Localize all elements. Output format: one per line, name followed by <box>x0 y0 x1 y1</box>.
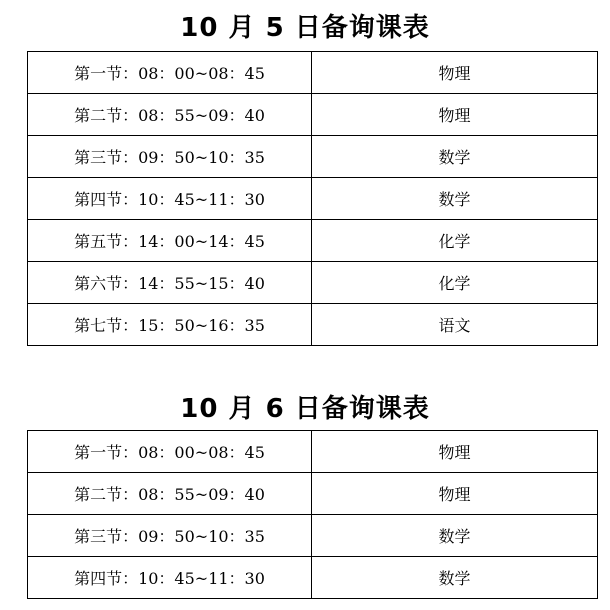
table-row <box>28 557 598 599</box>
schedule-table-oct5 <box>27 51 598 346</box>
schedule-title-oct6: 10 月 6 日备询课表 <box>180 394 430 424</box>
period-cell: 第三节：09：50~10：35 <box>28 136 312 178</box>
period-cell: 第五节：14：00~14：45 <box>28 220 312 262</box>
table-row <box>28 304 598 346</box>
subject-cell: 化学 <box>312 220 598 262</box>
subject-cell: 数学 <box>312 136 598 178</box>
period-cell: 第三节：09：50~10：35 <box>28 515 312 557</box>
schedule-title-oct5: 10 月 5 日备询课表 <box>180 13 430 43</box>
table-row <box>28 220 598 262</box>
subject-cell: 化学 <box>312 262 598 304</box>
period-cell: 第六节：14：55~15：40 <box>28 262 312 304</box>
subject-cell: 物理 <box>312 94 598 136</box>
table-row <box>28 136 598 178</box>
subject-cell: 语文 <box>312 304 598 346</box>
period-cell: 第二节：08：55~09：40 <box>28 94 312 136</box>
subject-cell: 物理 <box>312 52 598 94</box>
subject-cell: 数学 <box>312 515 598 557</box>
table-row <box>28 515 598 557</box>
subject-cell: 数学 <box>312 557 598 599</box>
period-cell: 第一节：08：00~08：45 <box>28 431 312 473</box>
subject-cell: 物理 <box>312 431 598 473</box>
period-cell: 第四节：10：45~11：30 <box>28 178 312 220</box>
table-row <box>28 473 598 515</box>
period-cell: 第四节：10：45~11：30 <box>28 557 312 599</box>
schedule-table-oct6 <box>27 430 598 599</box>
period-cell: 第七节：15：50~16：35 <box>28 304 312 346</box>
period-cell: 第一节：08：00~08：45 <box>28 52 312 94</box>
table-row <box>28 431 598 473</box>
table-row <box>28 94 598 136</box>
subject-cell: 物理 <box>312 473 598 515</box>
subject-cell: 数学 <box>312 178 598 220</box>
table-row <box>28 178 598 220</box>
table-row <box>28 262 598 304</box>
table-row <box>28 52 598 94</box>
period-cell: 第二节：08：55~09：40 <box>28 473 312 515</box>
